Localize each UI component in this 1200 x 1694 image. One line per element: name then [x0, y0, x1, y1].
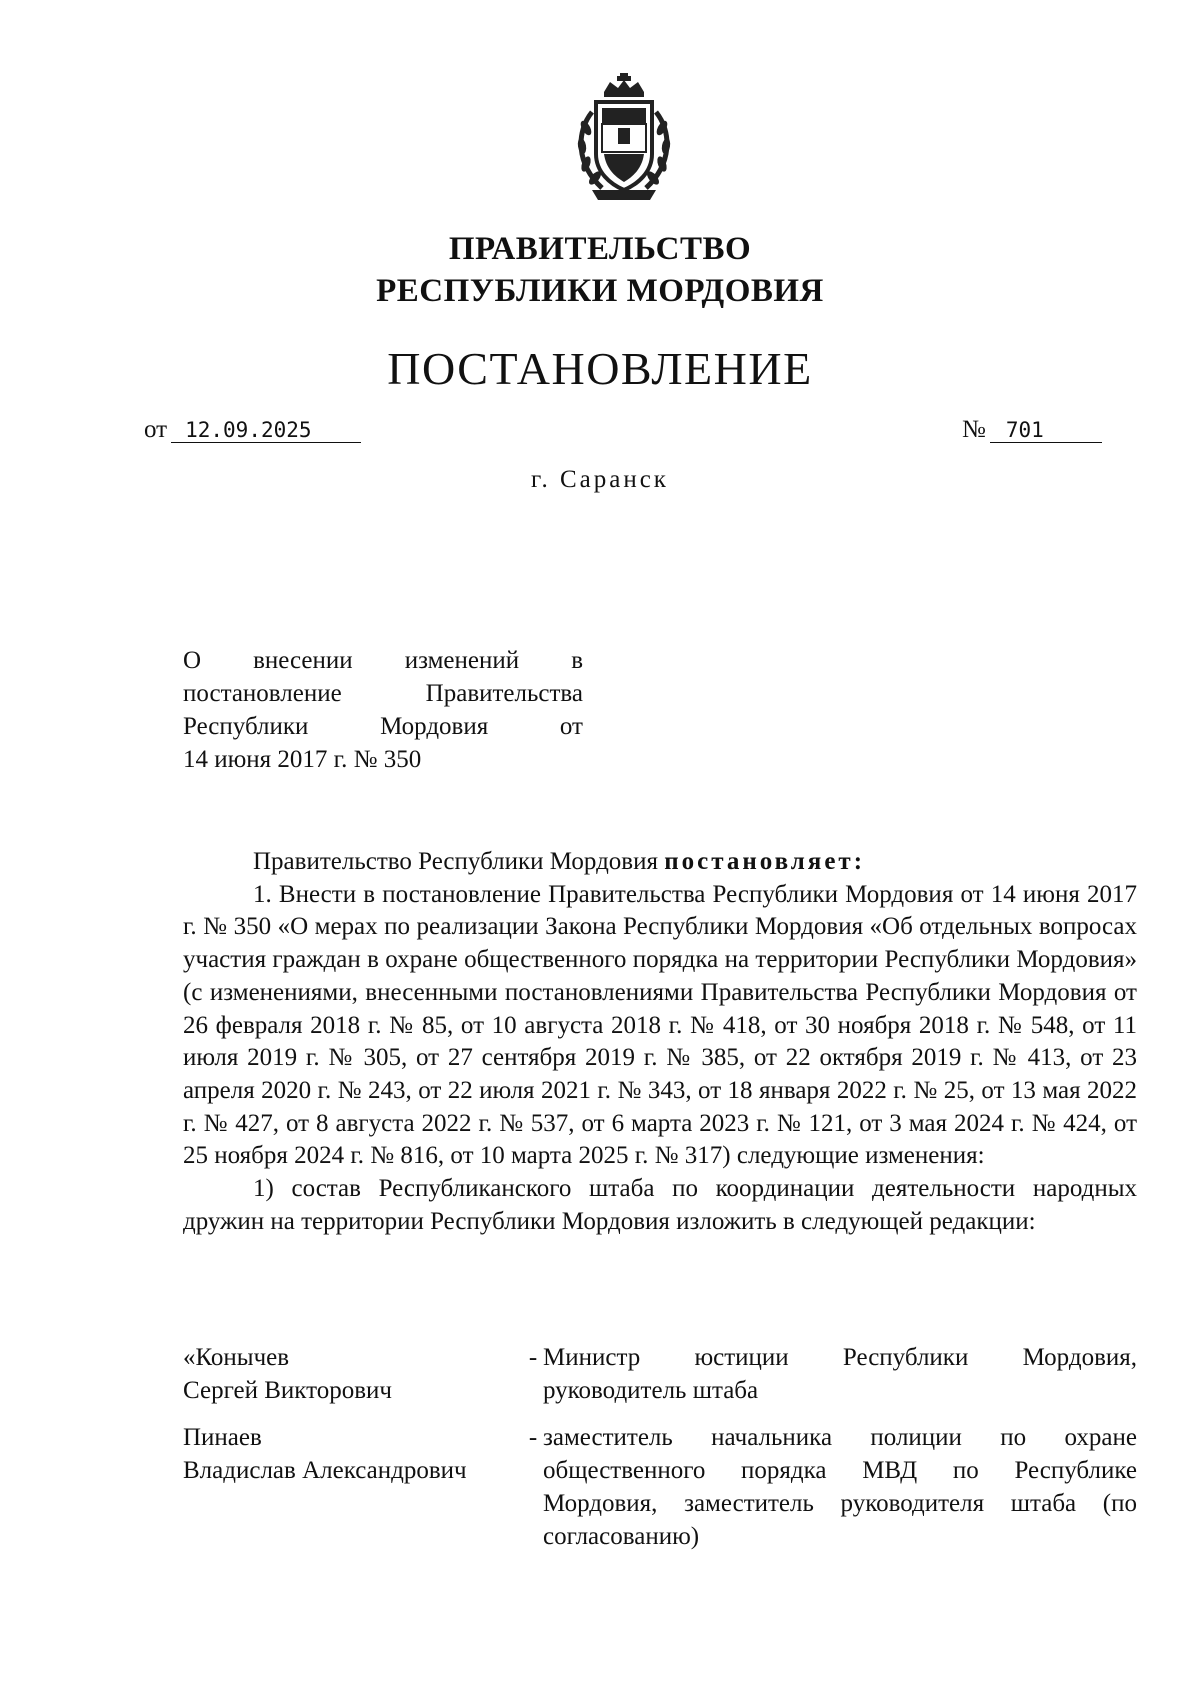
number-prefix: № — [962, 416, 986, 443]
document-date — [144, 416, 361, 444]
subject-line: Республики Мордовия от — [183, 713, 583, 740]
document-type: ПОСТАНОВЛЕНИЕ — [387, 343, 813, 394]
document-number — [962, 416, 1102, 444]
subject-line: О внесении изменений в — [183, 647, 583, 674]
roster-entry — [183, 1421, 1137, 1553]
number-value: 701 — [990, 418, 1102, 443]
subject-line: постановление Правительства — [183, 680, 583, 707]
document-body — [183, 846, 1137, 1238]
intro-emphasis: постановляет: — [664, 848, 866, 875]
document-subject — [183, 644, 583, 776]
item-1: 1. Внести в постановление Правительства Республики Мордовия от 14 июня 2017 г. № 350 «О мерах по реализации Закона Республики Мордовия «Об отдельных вопросах участия граждан в охране общественного порядка на территории Республики Мордовия» (с изменениями, внесенными постановлениями Правительства Республики Мордовия от 26 февраля 2018 г. № 85, от 10 августа 2018 г. № 418, от 30 ноября 2018 г. № 548, от 11 июля 2019 г. № 305, от 27 сентября 2019 г. № 385, от 22 октября 2019 г. № 413, от 23 апреля 2020 г. № 243, от 22 июля 2021 г. № 343, от 18 января 2022 г. № 25, от 13 мая 2022 г. № 427, от 8 августа 2022 г. № 537, от 6 марта 2023 г. № 121, от 3 мая 2024 г. № 424, от 25 ноября 2024 г. № 816, от 10 марта 2025 г. № 317) следующие изменения: — [183, 880, 1137, 1170]
org-line-1: ПРАВИТЕЛЬСТВО — [448, 231, 752, 267]
dash-separator: - — [528, 1344, 538, 1371]
city: г. Саранск — [531, 466, 669, 493]
subject-line: 14 июня 2017 г. № 350 — [183, 746, 422, 773]
member-surname: «Конычев — [183, 1344, 290, 1371]
member-name — [183, 1421, 523, 1553]
member-role: Министр юстиции Республики Мордовия, руководитель штаба — [543, 1344, 1137, 1404]
staff-roster — [183, 1341, 1137, 1567]
government-title — [0, 228, 1200, 312]
org-line-2: РЕСПУБЛИКИ МОРДОВИЯ — [376, 273, 824, 309]
member-surname: Пинаев — [183, 1424, 262, 1451]
roster-entry — [183, 1341, 1137, 1407]
date-prefix: от — [144, 416, 168, 443]
member-role: заместитель начальника полиции по охране общественного порядка МВД по Республике Мордовия, заместитель руководителя штаба (по согласованию) — [543, 1424, 1137, 1550]
dash-separator: - — [528, 1424, 538, 1451]
member-name — [183, 1341, 523, 1407]
intro-text: Правительство Республики Мордовия — [253, 848, 658, 875]
member-given-names: Владислав Александрович — [183, 1457, 467, 1484]
resolution-intro — [183, 846, 1137, 879]
coat-of-arms-icon — [562, 72, 686, 204]
member-given-names: Сергей Викторович — [183, 1377, 392, 1404]
date-value: 12.09.2025 — [171, 418, 361, 443]
subitem-1: 1) состав Республиканского штаба по координации деятельности народных дружин на территории Республики Мордовия изложить в следующей редакции: — [183, 1175, 1137, 1235]
